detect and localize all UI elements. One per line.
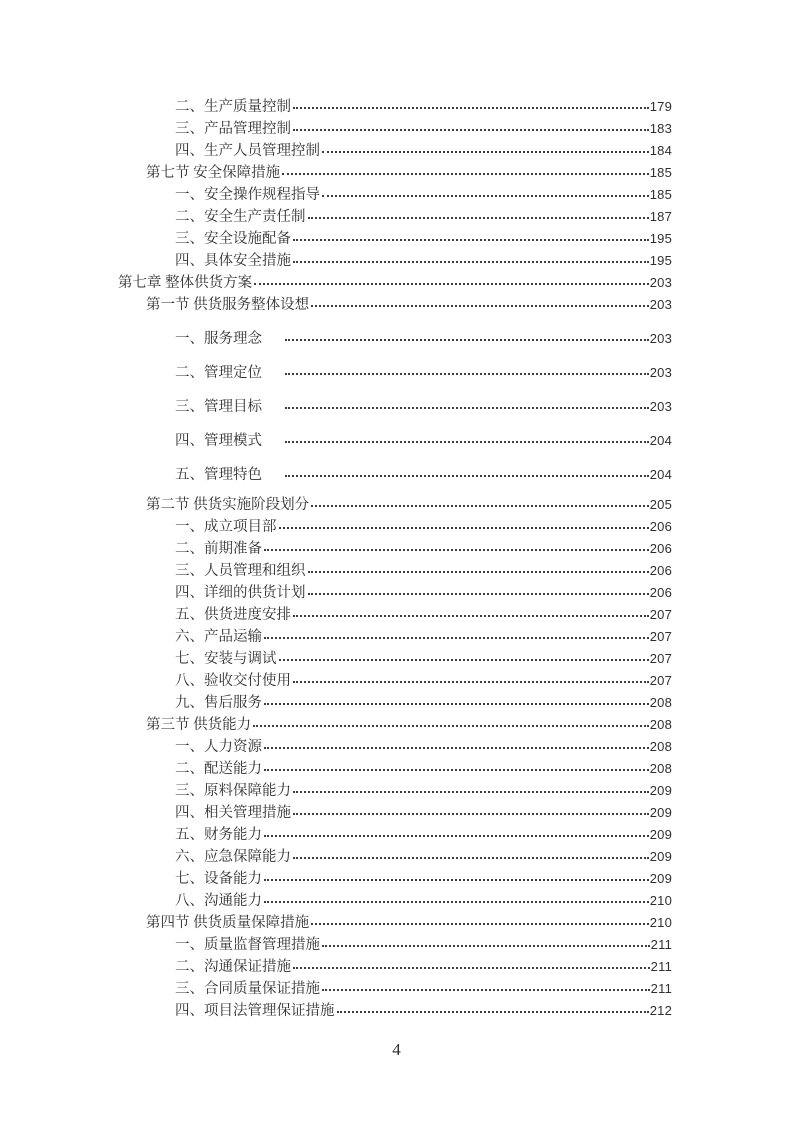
toc-entry-page: 203 (649, 275, 672, 290)
toc-entry[interactable] (118, 648, 672, 670)
toc-entry-label: 二、生产质量控制 (175, 99, 291, 115)
toc-entry[interactable] (118, 184, 672, 206)
toc-entry-label: 八、沟通能力 (175, 893, 262, 909)
dot-leader (322, 193, 649, 197)
dot-leader (285, 371, 649, 375)
toc-entry-page: 210 (649, 893, 672, 908)
toc-entry-page: 207 (649, 629, 672, 644)
footer-page-number: 4 (392, 1040, 401, 1059)
toc-entry-page: 203 (649, 399, 672, 414)
toc-entry-label: 五、供货进度安排 (175, 607, 291, 623)
dot-leader (293, 811, 649, 815)
toc-entry-label: 五、财务能力 (175, 827, 262, 843)
toc-entry-label: 三、人员管理和组织 (175, 563, 306, 579)
toc-entry-page: 207 (649, 607, 672, 622)
toc-entry-label: 七、安装与调试 (175, 651, 277, 667)
toc-entry-page: 187 (649, 209, 672, 224)
toc-entry-label: 第二节 供货实施阶段划分 (146, 497, 310, 513)
toc-entry[interactable] (118, 714, 672, 736)
dot-leader (322, 149, 649, 153)
toc-entry-page: 211 (650, 937, 672, 952)
toc-entry[interactable] (118, 560, 672, 582)
toc-entry[interactable] (118, 692, 672, 714)
dot-leader (293, 789, 649, 793)
toc-entry-label: 第三节 供货能力 (146, 717, 252, 733)
dot-leader (293, 105, 649, 109)
toc-entry[interactable] (118, 162, 672, 184)
toc-entry-label: 三、原料保障能力 (175, 783, 291, 799)
dot-leader (293, 237, 649, 241)
toc-entry-page: 206 (649, 563, 672, 578)
toc-entry-page: 207 (649, 651, 672, 666)
toc-entry-page: 206 (649, 541, 672, 556)
dot-leader (311, 503, 649, 507)
dot-leader (264, 899, 649, 903)
toc-entry[interactable] (118, 758, 672, 780)
toc-entry-page: 203 (649, 297, 672, 312)
dot-leader (279, 525, 649, 529)
toc-entry[interactable] (118, 206, 672, 228)
toc-entry-label: 九、售后服务 (175, 695, 262, 711)
toc-entry-label: 三、安全设施配备 (175, 231, 291, 247)
toc-entry-label: 二、前期准备 (175, 541, 262, 557)
toc-entry-label: 三、合同质量保证措施 (175, 981, 320, 997)
toc-entry-label: 第一节 供货服务整体设想 (146, 297, 310, 313)
toc-entry[interactable] (118, 890, 672, 912)
toc-entry-label: 六、产品运输 (175, 629, 262, 645)
toc-entry[interactable] (118, 736, 672, 758)
toc-entry-label: 一、质量监督管理措施 (175, 937, 320, 953)
dot-leader (285, 405, 649, 409)
toc-entry-label: 五、管理特色 (175, 467, 262, 483)
toc-entry-page: 203 (649, 365, 672, 380)
toc-entry[interactable] (118, 670, 672, 692)
toc-entry-page: 183 (649, 121, 672, 136)
dot-leader (264, 833, 649, 837)
toc-entry-page: 212 (649, 1003, 672, 1018)
toc-entry-page: 204 (649, 433, 672, 448)
toc-entry[interactable] (118, 140, 672, 162)
toc-entry-page: 204 (649, 467, 672, 482)
toc-entry-label: 四、具体安全措施 (175, 253, 291, 269)
toc-entry[interactable] (118, 604, 672, 626)
toc-entry[interactable] (118, 396, 672, 418)
toc-entry[interactable] (118, 272, 672, 294)
toc-entry-label: 二、配送能力 (175, 761, 262, 777)
toc-entry[interactable] (118, 582, 672, 604)
toc-entry-label: 第七节 安全保障措施 (146, 165, 281, 181)
toc-entry[interactable] (118, 464, 672, 486)
dot-leader (264, 701, 649, 705)
toc-entry-label: 八、验收交付使用 (175, 673, 291, 689)
toc-entry-label: 四、相关管理措施 (175, 805, 291, 821)
toc-entry-label: 七、设备能力 (175, 871, 262, 887)
toc-entry[interactable] (118, 494, 672, 516)
dot-leader (337, 1009, 649, 1013)
toc-entry-label: 第七章 整体供货方案 (118, 275, 253, 291)
toc-entry[interactable] (118, 912, 672, 934)
toc-entry-label: 二、安全生产责任制 (175, 209, 306, 225)
toc-entry[interactable] (118, 824, 672, 846)
toc-entry-page: 208 (649, 717, 672, 732)
dot-leader (264, 745, 649, 749)
dot-leader (279, 657, 649, 661)
toc-entry-label: 一、服务理念 (175, 331, 262, 347)
toc-entry-page: 211 (650, 981, 672, 996)
dot-leader (285, 473, 649, 477)
dot-leader (254, 281, 649, 285)
dot-leader (293, 855, 649, 859)
toc-entry[interactable] (118, 96, 672, 118)
toc-entry[interactable] (118, 626, 672, 648)
toc-entry[interactable] (118, 846, 672, 868)
dot-leader (293, 613, 649, 617)
dot-leader (293, 259, 649, 263)
toc-entry[interactable] (118, 1000, 672, 1022)
toc-entry[interactable] (118, 538, 672, 560)
dot-leader (308, 215, 649, 219)
toc-entry[interactable] (118, 328, 672, 350)
toc-entry[interactable] (118, 250, 672, 272)
toc-entry-label: 二、管理定位 (175, 365, 262, 381)
dot-leader (264, 767, 649, 771)
dot-leader (264, 635, 649, 639)
dot-leader (285, 439, 649, 443)
dot-leader (311, 303, 649, 307)
toc-entry[interactable] (118, 362, 672, 384)
toc-entry[interactable] (118, 294, 672, 316)
toc-entry-page: 185 (649, 165, 672, 180)
dot-leader (308, 569, 649, 573)
dot-leader (311, 921, 649, 925)
toc-entry[interactable] (118, 956, 672, 978)
dot-leader (285, 337, 649, 341)
dot-leader (322, 943, 650, 947)
dot-leader (293, 679, 649, 683)
toc-entry-label: 一、人力资源 (175, 739, 262, 755)
toc-entry-page: 208 (649, 739, 672, 754)
toc-entry-page: 208 (649, 695, 672, 710)
dot-leader (253, 723, 649, 727)
toc-entry-label: 六、应急保障能力 (175, 849, 291, 865)
dot-leader (264, 547, 649, 551)
toc-entry-page: 209 (649, 871, 672, 886)
toc-entry-label: 四、管理模式 (175, 433, 262, 449)
toc-entry[interactable] (118, 228, 672, 250)
toc-entry-page: 195 (649, 231, 672, 246)
dot-leader (308, 591, 649, 595)
toc-entry-label: 四、项目法管理保证措施 (175, 1003, 335, 1019)
toc-entry-page: 208 (649, 761, 672, 776)
dot-leader (293, 965, 650, 969)
toc-entry-page: 205 (649, 497, 672, 512)
dot-leader (293, 127, 649, 131)
toc-entry-label: 一、安全操作规程指导 (175, 187, 320, 203)
toc-entry[interactable] (118, 802, 672, 824)
toc-entry-page: 203 (649, 331, 672, 346)
toc-entry-page: 209 (649, 783, 672, 798)
toc-entry-label: 四、详细的供货计划 (175, 585, 306, 601)
toc-entry-page: 206 (649, 585, 672, 600)
toc-entry-label: 三、管理目标 (175, 399, 262, 415)
toc-entry-page: 211 (650, 959, 672, 974)
toc-entry-page: 184 (649, 143, 672, 158)
toc-entry-page: 195 (649, 253, 672, 268)
toc-entry-page: 209 (649, 805, 672, 820)
toc-entry-label: 一、成立项目部 (175, 519, 277, 535)
dot-leader (282, 171, 649, 175)
toc-entry[interactable] (118, 934, 672, 956)
dot-leader (322, 987, 650, 991)
toc-entry[interactable] (118, 868, 672, 890)
toc-entry-page: 209 (649, 849, 672, 864)
toc-entry-page: 209 (649, 827, 672, 842)
toc-entry-page: 207 (649, 673, 672, 688)
toc-entry-label: 三、产品管理控制 (175, 121, 291, 137)
toc-entry[interactable] (118, 118, 672, 140)
toc-entry-label: 四、生产人员管理控制 (175, 143, 320, 159)
toc-entry-label: 第四节 供货质量保障措施 (146, 915, 310, 931)
toc-entry-page: 179 (649, 99, 672, 114)
toc-entry-page: 185 (649, 187, 672, 202)
toc-entry-label: 二、沟通保证措施 (175, 959, 291, 975)
toc (118, 96, 672, 1022)
toc-entry-page: 210 (649, 915, 672, 930)
dot-leader (264, 877, 649, 881)
toc-entry-page: 206 (649, 519, 672, 534)
toc-entry[interactable] (118, 780, 672, 802)
toc-entry[interactable] (118, 516, 672, 538)
toc-entry[interactable] (118, 978, 672, 1000)
toc-entry[interactable] (118, 430, 672, 452)
